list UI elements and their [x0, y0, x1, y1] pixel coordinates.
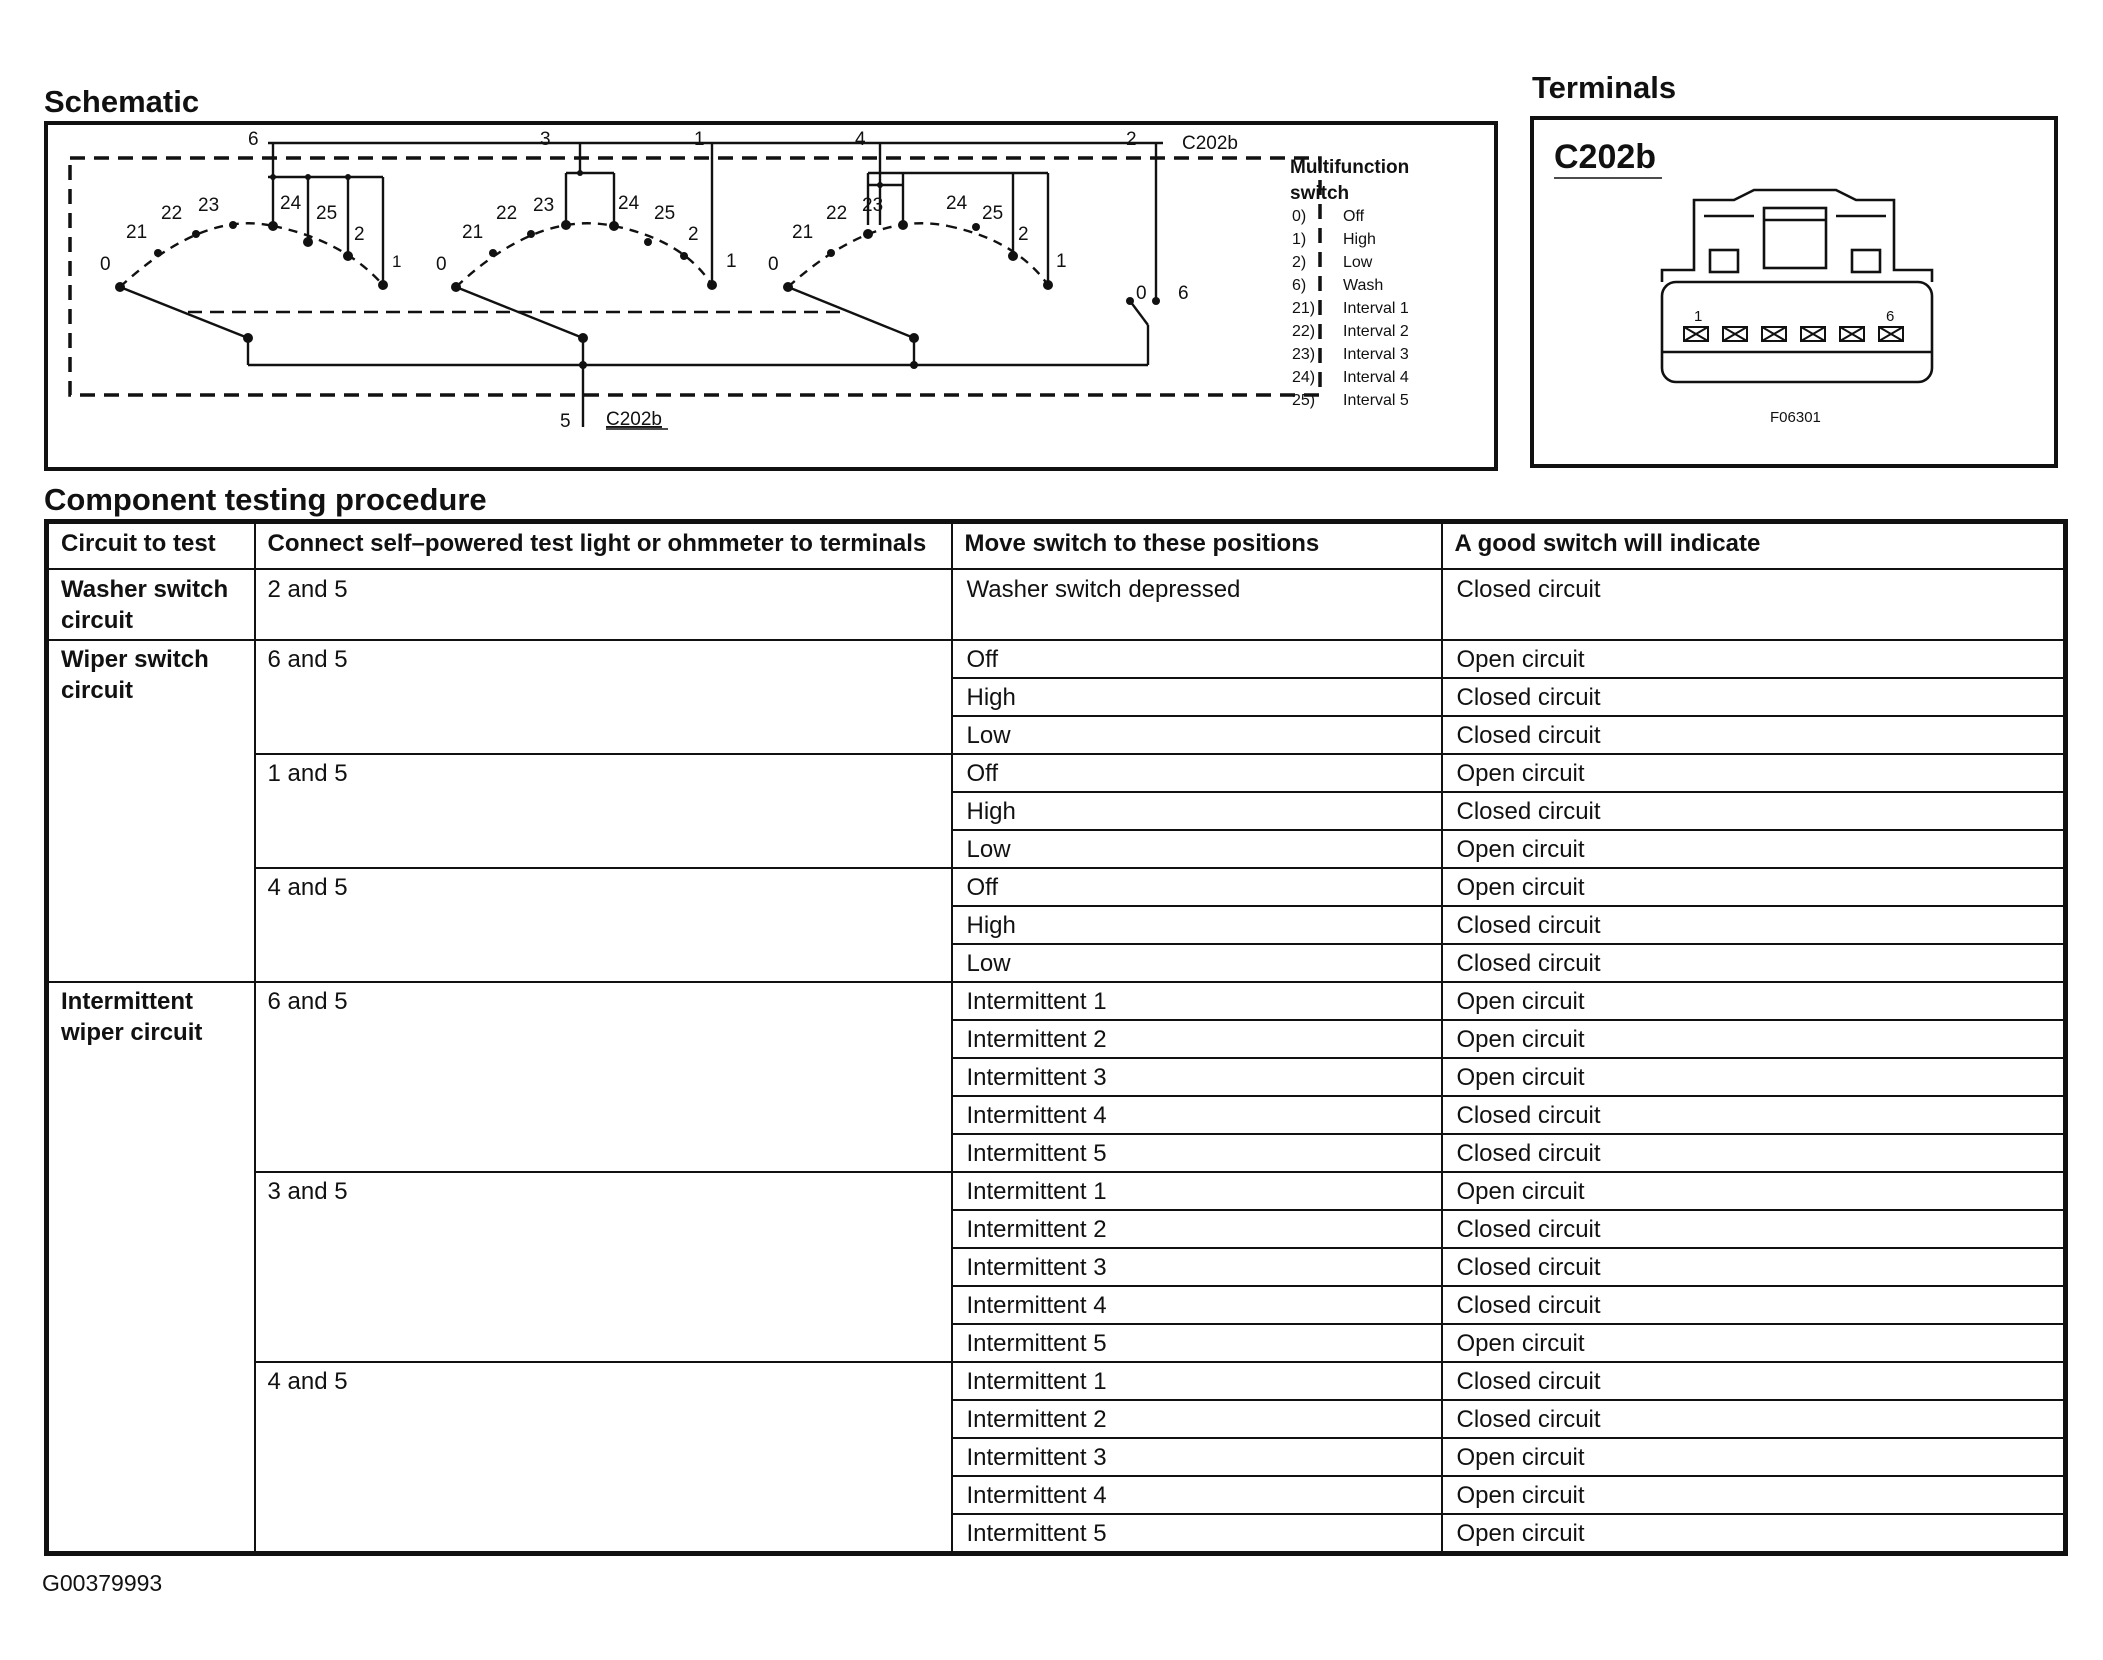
- contact-label: 23: [533, 195, 555, 216]
- position-cell: Intermittent 5: [952, 1514, 1442, 1554]
- contact-label: 25: [316, 203, 338, 224]
- indication-cell: Closed circuit: [1442, 792, 2066, 830]
- indication-cell: Closed circuit: [1442, 1096, 2066, 1134]
- indication-cell: Closed circuit: [1442, 1400, 2066, 1438]
- pin-label-3: 3: [540, 129, 551, 150]
- position-cell: High: [952, 792, 1442, 830]
- table-row: [47, 754, 2066, 792]
- terminals-cell: 4 and 5: [255, 1362, 952, 1554]
- legend-num: 1): [1292, 231, 1307, 248]
- switch-enclosure: [70, 158, 1320, 395]
- contact-label: 21: [126, 222, 148, 243]
- legend-num: 24): [1292, 369, 1316, 386]
- terminals-cell: 6 and 5: [255, 640, 952, 754]
- position-cell: High: [952, 906, 1442, 944]
- contact-label: 1: [392, 252, 402, 271]
- connector-diagram: [1534, 120, 2054, 464]
- indication-cell: Open circuit: [1442, 1476, 2066, 1514]
- indication-cell: Open circuit: [1442, 830, 2066, 868]
- circuit-cell: Washer switch circuit: [47, 569, 255, 640]
- pin-label-5: 5: [560, 411, 571, 432]
- legend-label: Interval 3: [1343, 346, 1409, 363]
- contact-label: 2: [1018, 224, 1029, 245]
- indication-cell: Closed circuit: [1442, 1286, 2066, 1324]
- circuit-cell: Intermittent wiper circuit: [47, 982, 255, 1554]
- indication-cell: Open circuit: [1442, 868, 2066, 906]
- legend-num: 21): [1292, 300, 1316, 317]
- contact-label: 24: [280, 193, 302, 214]
- contact-label: 0: [100, 254, 111, 275]
- position-cell: Off: [952, 640, 1442, 678]
- schematic-diagram: [48, 125, 1494, 467]
- position-cell: Intermittent 1: [952, 982, 1442, 1020]
- indication-cell: Closed circuit: [1442, 716, 2066, 754]
- position-cell: Intermittent 4: [952, 1286, 1442, 1324]
- figure-id: G00379993: [42, 1570, 163, 1596]
- indication-cell: Open circuit: [1442, 982, 2066, 1020]
- schematic-title: Schematic: [44, 84, 200, 119]
- pin-1-label: 1: [1694, 308, 1703, 325]
- indication-cell: Closed circuit: [1442, 569, 2066, 640]
- indication-cell: Open circuit: [1442, 1514, 2066, 1554]
- washer-contact-label: 0: [1136, 283, 1147, 304]
- terminals-cell: 1 and 5: [255, 754, 952, 868]
- position-cell: Intermittent 1: [952, 1362, 1442, 1400]
- contact-label: 1: [726, 251, 737, 272]
- terminals-title: Terminals: [1532, 70, 1677, 105]
- table-row: [47, 569, 2066, 640]
- contact-label: 24: [946, 193, 968, 214]
- indication-cell: Closed circuit: [1442, 1210, 2066, 1248]
- header-indication: A good switch will indicate: [1442, 522, 2066, 570]
- connector-heading: C202b: [1554, 138, 1657, 176]
- legend-title-line2: switch: [1290, 183, 1350, 204]
- terminals-box: [1530, 116, 2058, 468]
- contact-label: 21: [462, 222, 484, 243]
- position-cell: Intermittent 2: [952, 1210, 1442, 1248]
- contact-label: 2: [354, 224, 365, 245]
- legend-label: Wash: [1343, 277, 1384, 294]
- terminals-cell: 2 and 5: [255, 569, 952, 640]
- contact-label: 23: [198, 195, 220, 216]
- table-row: [47, 982, 2066, 1020]
- contact-label: 25: [982, 203, 1004, 224]
- indication-cell: Open circuit: [1442, 1020, 2066, 1058]
- terminals-cell: 6 and 5: [255, 982, 952, 1172]
- legend-num: 2): [1292, 254, 1307, 271]
- contact-label: 21: [792, 222, 814, 243]
- indication-cell: Open circuit: [1442, 1058, 2066, 1096]
- position-cell: Intermittent 2: [952, 1400, 1442, 1438]
- indication-cell: Closed circuit: [1442, 1134, 2066, 1172]
- indication-cell: Open circuit: [1442, 1172, 2066, 1210]
- position-cell: Low: [952, 944, 1442, 982]
- table-row: [47, 1172, 2066, 1210]
- contact-label: 22: [496, 203, 518, 224]
- indication-cell: Open circuit: [1442, 1438, 2066, 1476]
- legend-num: 0): [1292, 208, 1307, 225]
- position-cell: Low: [952, 830, 1442, 868]
- figure-code: F06301: [1770, 409, 1821, 426]
- table-row: [47, 868, 2066, 906]
- legend-title-line1: Multifunction: [1290, 157, 1410, 178]
- position-cell: Intermittent 1: [952, 1172, 1442, 1210]
- legend-label: High: [1343, 231, 1376, 248]
- pin-label-2: 2: [1126, 129, 1137, 150]
- position-cell: Off: [952, 754, 1442, 792]
- position-cell: Off: [952, 868, 1442, 906]
- contact-label: 25: [654, 203, 676, 224]
- contact-label: 2: [688, 224, 699, 245]
- legend-label: Off: [1343, 208, 1365, 225]
- position-cell: Intermittent 3: [952, 1438, 1442, 1476]
- position-cell: Intermittent 4: [952, 1096, 1442, 1134]
- indication-cell: Closed circuit: [1442, 944, 2066, 982]
- contact-label: 0: [436, 254, 447, 275]
- indication-cell: Closed circuit: [1442, 906, 2066, 944]
- indication-cell: Open circuit: [1442, 1324, 2066, 1362]
- position-cell: Intermittent 3: [952, 1248, 1442, 1286]
- position-cell: Intermittent 5: [952, 1134, 1442, 1172]
- position-cell: Washer switch depressed: [952, 569, 1442, 640]
- position-cell: Intermittent 5: [952, 1324, 1442, 1362]
- header-terminals: Connect self–powered test light or ohmmeter to terminals: [255, 522, 952, 570]
- legend-label: Interval 5: [1343, 392, 1409, 409]
- legend-num: 23): [1292, 346, 1316, 363]
- position-cell: Low: [952, 716, 1442, 754]
- legend-label: Low: [1343, 254, 1373, 271]
- header-position: Move switch to these positions: [952, 522, 1442, 570]
- pin-label-6: 6: [248, 129, 259, 150]
- indication-cell: Closed circuit: [1442, 1362, 2066, 1400]
- pin-label-4: 4: [855, 129, 866, 150]
- indication-cell: Closed circuit: [1442, 1248, 2066, 1286]
- washer-contact-label: 6: [1178, 283, 1189, 304]
- legend-label: Interval 4: [1343, 369, 1409, 386]
- legend-label: Interval 2: [1343, 323, 1409, 340]
- legend-label: Interval 1: [1343, 300, 1409, 317]
- legend-num: 6): [1292, 277, 1307, 294]
- position-cell: Intermittent 4: [952, 1476, 1442, 1514]
- pin-6-label: 6: [1886, 308, 1895, 325]
- position-cell: Intermittent 2: [952, 1020, 1442, 1058]
- legend-num: 22): [1292, 323, 1316, 340]
- table-row: [47, 640, 2066, 678]
- contact-label: 0: [768, 254, 779, 275]
- circuit-cell: Wiper switch circuit: [47, 640, 255, 982]
- contact-label: 1: [1056, 251, 1067, 272]
- legend-num: 25): [1292, 392, 1316, 409]
- position-cell: High: [952, 678, 1442, 716]
- terminals-cell: 4 and 5: [255, 868, 952, 982]
- procedure-title: Component testing procedure: [44, 482, 487, 517]
- contact-label: 23: [862, 195, 884, 216]
- header-circuit: Circuit to test: [47, 522, 255, 570]
- indication-cell: Open circuit: [1442, 640, 2066, 678]
- terminals-cell: 3 and 5: [255, 1172, 952, 1362]
- contact-label: 22: [161, 203, 183, 224]
- contact-label: 24: [618, 193, 640, 214]
- connector-label-bottom: C202b: [606, 409, 662, 430]
- contact-label: 22: [826, 203, 848, 224]
- procedure-table: [44, 519, 2068, 1556]
- table-row: [47, 1362, 2066, 1400]
- connector-label-top: C202b: [1182, 133, 1238, 154]
- pin-label-1: 1: [694, 129, 705, 150]
- schematic-box: [44, 121, 1498, 471]
- indication-cell: Open circuit: [1442, 754, 2066, 792]
- position-cell: Intermittent 3: [952, 1058, 1442, 1096]
- indication-cell: Closed circuit: [1442, 678, 2066, 716]
